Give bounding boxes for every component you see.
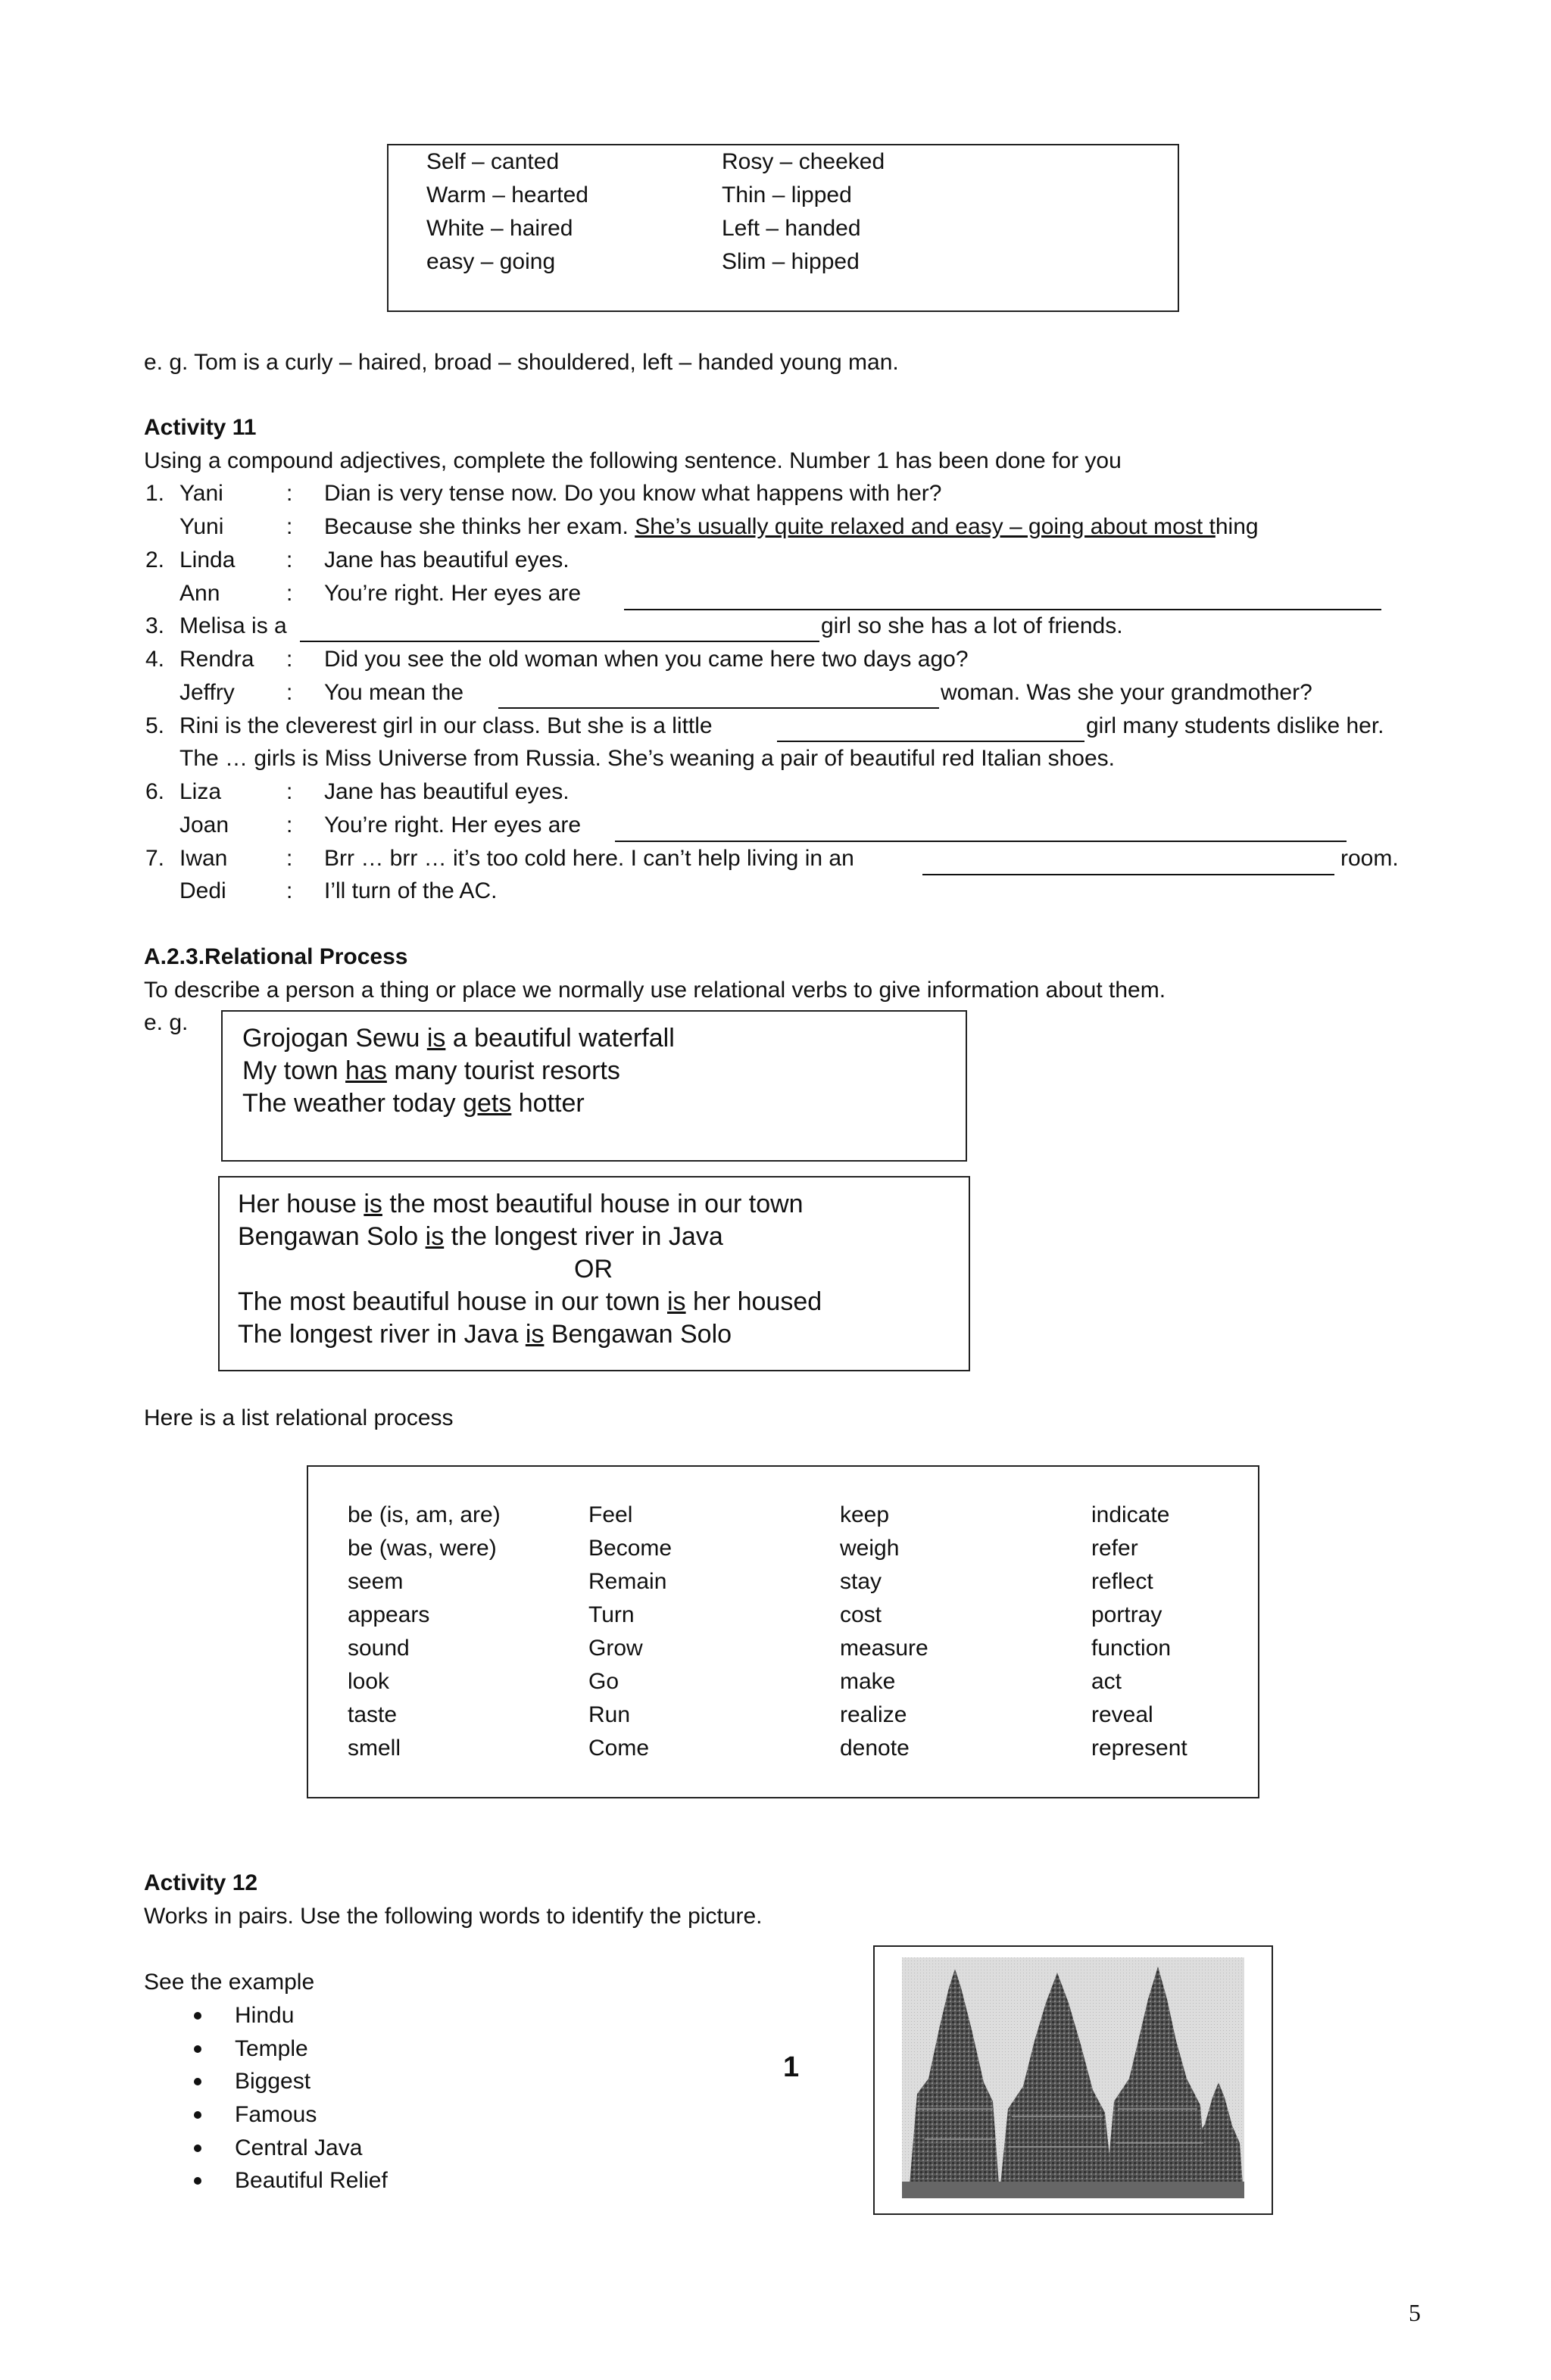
verb: Turn bbox=[588, 1602, 635, 1627]
dialogue-text: room. bbox=[1340, 846, 1399, 871]
activity-11-title: Activity 11 bbox=[144, 415, 257, 440]
activity-12-instruction: Works in pairs. Use the following words to identify the picture. bbox=[144, 1904, 763, 1929]
bullet-icon bbox=[194, 2177, 201, 2185]
verb: realize bbox=[840, 1702, 907, 1727]
speaker: Yani bbox=[179, 481, 223, 506]
text-part: The longest river in Java bbox=[238, 1320, 526, 1349]
text-part: her housed bbox=[685, 1287, 822, 1316]
verb: stay bbox=[840, 1569, 882, 1594]
eg-label: e. g. bbox=[144, 1010, 189, 1035]
answer-blank[interactable] bbox=[498, 688, 939, 709]
dialogue-text: I’ll turn of the AC. bbox=[324, 878, 498, 903]
sentence-part: girl many students dislike her. bbox=[1086, 713, 1384, 738]
activity-11-instruction: Using a compound adjectives, complete the following sentence. Number 1 has been done for you bbox=[144, 448, 1122, 473]
verb: keep bbox=[840, 1502, 890, 1527]
verb: reflect bbox=[1091, 1569, 1153, 1594]
colon: : bbox=[286, 878, 293, 903]
dialogue-text: Jane has beautiful eyes. bbox=[324, 547, 570, 572]
text-part: the most beautiful house in our town bbox=[382, 1190, 804, 1218]
list-intro: Here is a list relational process bbox=[144, 1405, 454, 1430]
text-part: Bengawan Solo bbox=[238, 1222, 426, 1251]
example-sentence bbox=[238, 1221, 723, 1253]
example-sentence bbox=[238, 1188, 804, 1221]
speaker: Dedi bbox=[179, 878, 226, 903]
colon: : bbox=[286, 813, 293, 838]
verb: act bbox=[1091, 1669, 1122, 1694]
text-part: hotter bbox=[511, 1089, 585, 1118]
verb: represent bbox=[1091, 1736, 1187, 1761]
dialogue-text: You’re right. Her eyes are bbox=[324, 581, 582, 606]
dialogue-text: Dian is very tense now. Do you know what happens with her? bbox=[324, 481, 942, 506]
verb: Come bbox=[588, 1736, 650, 1761]
bullet-icon bbox=[194, 2012, 201, 2020]
compound-left-column bbox=[426, 148, 588, 274]
dialogue-text: woman. Was she your grandmother? bbox=[941, 680, 1312, 705]
speaker: Joan bbox=[179, 813, 229, 838]
compound-right-column bbox=[722, 148, 885, 274]
example-sentence bbox=[242, 1022, 675, 1055]
temple-picture-frame bbox=[873, 1945, 1273, 2215]
relational-verb: is bbox=[425, 1222, 445, 1251]
keyword: Biggest bbox=[235, 2069, 311, 2094]
keyword: Hindu bbox=[235, 2003, 295, 2028]
answer-blank[interactable] bbox=[615, 821, 1347, 842]
item-number: 5. bbox=[145, 713, 165, 738]
speaker: Linda bbox=[179, 547, 236, 572]
colon: : bbox=[286, 846, 293, 871]
answer-blank[interactable] bbox=[922, 854, 1334, 875]
verbs-column-1 bbox=[348, 1502, 501, 1761]
speaker: Iwan bbox=[179, 846, 228, 871]
verb: denote bbox=[840, 1736, 910, 1761]
colon: : bbox=[286, 647, 293, 672]
compound-word: Slim – hipped bbox=[722, 249, 860, 274]
compound-word: Thin – lipped bbox=[722, 182, 852, 207]
compound-word: Rosy – cheeked bbox=[722, 149, 885, 174]
relational-verb: is bbox=[525, 1320, 545, 1349]
verb: appears bbox=[348, 1602, 430, 1627]
verb: cost bbox=[840, 1602, 882, 1627]
item-number: 1. bbox=[145, 481, 165, 506]
text-part: The weather today bbox=[242, 1089, 463, 1118]
keyword: Famous bbox=[235, 2102, 317, 2127]
verb: Go bbox=[588, 1669, 619, 1694]
verb: be (is, am, are) bbox=[348, 1502, 501, 1527]
sentence-part: Rini is the cleverest girl in our class. But she is a little bbox=[179, 713, 713, 738]
dialogue-text: You mean the bbox=[324, 680, 464, 705]
relational-verb: has bbox=[345, 1056, 387, 1085]
verbs-column-4 bbox=[1091, 1502, 1187, 1761]
relational-verb: gets bbox=[463, 1089, 512, 1118]
example-sentence bbox=[242, 1087, 585, 1120]
verb: measure bbox=[840, 1636, 928, 1661]
example-sentence bbox=[242, 1055, 620, 1087]
picture-number: 1 bbox=[783, 2051, 800, 2083]
speaker: Yuni bbox=[179, 514, 224, 539]
bullet-icon bbox=[194, 2045, 201, 2053]
verbs-column-3 bbox=[840, 1502, 928, 1761]
example-sentence bbox=[238, 1286, 822, 1318]
answer-blank[interactable] bbox=[777, 721, 1084, 742]
dialogue-text: You’re right. Her eyes are bbox=[324, 813, 582, 838]
text-part: The most beautiful house in our town bbox=[238, 1287, 667, 1316]
keyword: Temple bbox=[235, 2036, 308, 2061]
dialogue-text: Did you see the old woman when you came here two days ago? bbox=[324, 647, 969, 672]
bullet-icon bbox=[194, 2111, 201, 2119]
text-part: a beautiful waterfall bbox=[445, 1024, 675, 1053]
colon: : bbox=[286, 581, 293, 606]
relational-verb: is bbox=[667, 1287, 686, 1316]
item-number: 7. bbox=[145, 846, 165, 871]
verb: function bbox=[1091, 1636, 1172, 1661]
verb: weigh bbox=[840, 1536, 900, 1561]
compound-word: Self – canted bbox=[426, 149, 560, 174]
text-part: Because she thinks her exam. bbox=[324, 514, 635, 539]
verb: Run bbox=[588, 1702, 631, 1727]
speaker: Rendra bbox=[179, 647, 254, 672]
activity-12-title: Activity 12 bbox=[144, 1870, 258, 1895]
relational-verbs-box bbox=[307, 1465, 1259, 1798]
speaker: Liza bbox=[179, 779, 222, 804]
text-part: the longest river in Java bbox=[444, 1222, 723, 1251]
verb: taste bbox=[348, 1702, 398, 1727]
verb: Feel bbox=[588, 1502, 633, 1527]
compound-adjective-box bbox=[387, 144, 1179, 312]
example-sentence: e. g. Tom is a curly – haired, broad – shouldered, left – handed young man. bbox=[144, 350, 899, 375]
speaker: Ann bbox=[179, 581, 220, 606]
text-part: Her house bbox=[238, 1190, 364, 1218]
temple-illustration bbox=[902, 1957, 1244, 2198]
colon: : bbox=[286, 481, 293, 506]
answer-blank[interactable] bbox=[300, 621, 819, 642]
dialogue-text: Brr … brr … it’s too cold here. I can’t help living in an bbox=[324, 846, 854, 871]
verb: look bbox=[348, 1669, 390, 1694]
relational-intro: To describe a person a thing or place we normally use relational verbs to give information about them. bbox=[144, 978, 1166, 1003]
verb: Remain bbox=[588, 1569, 667, 1594]
verb: smell bbox=[348, 1736, 401, 1761]
item-number: 2. bbox=[145, 547, 165, 572]
colon: : bbox=[286, 547, 293, 572]
verb: refer bbox=[1091, 1536, 1138, 1561]
or-label: OR bbox=[574, 1255, 613, 1284]
relational-example-box-1 bbox=[221, 1010, 967, 1162]
relational-example-box-2 bbox=[218, 1176, 970, 1371]
verb: Become bbox=[588, 1536, 673, 1561]
compound-word: Left – handed bbox=[722, 216, 861, 241]
colon: : bbox=[286, 514, 293, 539]
relational-heading: A.2.3.Relational Process bbox=[144, 944, 408, 969]
item-number: 3. bbox=[145, 613, 165, 638]
example-sentence bbox=[238, 1318, 732, 1351]
keyword: Central Java bbox=[235, 2135, 363, 2160]
keyword: Beautiful Relief bbox=[235, 2168, 388, 2193]
sentence-part: Melisa is a bbox=[179, 613, 287, 638]
compound-word: easy – going bbox=[426, 249, 556, 274]
item-number: 6. bbox=[145, 779, 165, 804]
sentence-part: girl so she has a lot of friends. bbox=[821, 613, 1123, 638]
text-part: Bengawan Solo bbox=[544, 1320, 732, 1349]
bullet-icon bbox=[194, 2078, 201, 2085]
colon: : bbox=[286, 680, 293, 705]
verb: Grow bbox=[588, 1636, 643, 1661]
text-part: many tourist resorts bbox=[386, 1056, 620, 1085]
speaker: Jeffry bbox=[179, 680, 235, 705]
sentence: The … girls is Miss Universe from Russia. She’s weaning a pair of beautiful red Italian shoes. bbox=[179, 746, 1115, 771]
answer-blank[interactable] bbox=[624, 589, 1381, 610]
verb: indicate bbox=[1091, 1502, 1170, 1527]
relational-verb: is bbox=[426, 1024, 446, 1053]
verb: be (was, were) bbox=[348, 1536, 497, 1561]
sample-answer: She’s usually quite relaxed and easy – going about most t bbox=[635, 514, 1216, 539]
text-part: hing bbox=[1215, 514, 1259, 539]
bullet-icon bbox=[194, 2144, 201, 2152]
text-part: My town bbox=[242, 1056, 346, 1085]
dialogue-text bbox=[324, 513, 1259, 541]
item-number: 4. bbox=[145, 647, 165, 672]
compound-word: White – haired bbox=[426, 216, 573, 241]
see-example: See the example bbox=[144, 1970, 315, 1995]
verb: seem bbox=[348, 1569, 404, 1594]
page-number: 5 bbox=[1409, 2299, 1421, 2326]
verb: sound bbox=[348, 1636, 410, 1661]
text-part: Grojogan Sewu bbox=[242, 1024, 427, 1053]
verbs-column-2 bbox=[588, 1502, 673, 1761]
verb: reveal bbox=[1091, 1702, 1153, 1727]
colon: : bbox=[286, 779, 293, 804]
dialogue-text: Jane has beautiful eyes. bbox=[324, 779, 570, 804]
verb: portray bbox=[1091, 1602, 1162, 1627]
verb: make bbox=[840, 1669, 896, 1694]
relational-verb: is bbox=[364, 1190, 382, 1218]
compound-word: Warm – hearted bbox=[426, 182, 588, 207]
